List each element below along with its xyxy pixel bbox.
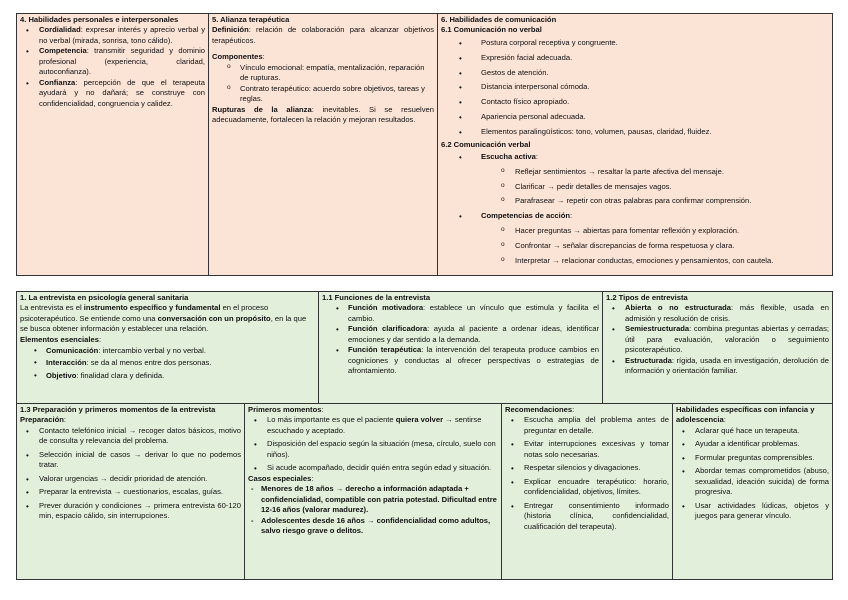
list-item: • Respetar silencios y divagaciones. <box>505 463 669 473</box>
bullet-list <box>441 36 829 140</box>
list-item: • Expresión facial adecuada. <box>441 51 829 66</box>
section-title: 1.1 Funciones de la entrevista <box>322 293 431 302</box>
bullet-list <box>20 345 315 381</box>
dash-list <box>248 484 498 536</box>
section-title: 1.3 Preparación y primeros momentos de la entrevista <box>20 405 216 414</box>
list-item: • Objetivo: finalidad clara y definida. <box>20 370 315 382</box>
list-item: o Confrontar → señalar discrepancias de forma respetuosa y clara. <box>441 239 829 254</box>
list-item: • Semiestructurada: combina preguntas abiertas y cerradas; útil para evaluación, valoración o seguimiento psicoterapéutico. <box>606 324 829 355</box>
section-title: 4. Habilidades personales e interpersonales <box>20 15 179 24</box>
cell-habilidades-personales <box>17 14 209 276</box>
list-item: • Función clarificadora: ayuda al paciente a ordenar ideas, identificar emociones y dar sentido a la demanda. <box>322 324 599 345</box>
section-title: 5. Alianza terapéutica <box>212 15 290 24</box>
top-table <box>16 13 833 276</box>
list-item: • Disposición del espacio según la situación (mesa, círculo, suelo con niños). <box>248 439 498 460</box>
list-item: o Hacer preguntas → abiertas para fomentar reflexión y exploración. <box>441 224 829 239</box>
list-item: • Abierta o no estructurada: más flexible, usada en admisión y resolución de crisis. <box>606 303 829 324</box>
list-item: • Gestos de atención. <box>441 66 829 81</box>
subheading: Elementos esenciales: <box>20 334 102 344</box>
list-item: • Si acude acompañado, decidir quién entra según edad y situación. <box>248 463 498 473</box>
bottom-table-row1 <box>16 291 833 404</box>
list-item: - Menores de 18 años → derecho a información adaptada + confidencialidad, compatible con patria potestad. Dificultad entre 12-16 años (valorar madurez). <box>248 484 498 515</box>
list-item: o Vínculo emocional: empatía, mentalización, reparación de rupturas. <box>212 63 434 84</box>
circle-list <box>441 224 829 268</box>
list-item: • Distancia interpersonal cómoda. <box>441 80 829 95</box>
intro-paragraph: La entrevista es el instrumento específico y fundamental en el proceso psicoterapéutico. Se entiende como una conversación con un propósito, en la que se busca obtener información y establecer una relación. <box>20 303 307 334</box>
list-item: • Escucha activa: o Reflejar sentimientos → resaltar la parte afectiva del mensaje. o Clarificar → pedir detalles de mensajes vagos. o Parafrasear → repetir con otras palabras para confirmar comprensión. <box>441 150 829 209</box>
subheading: Preparación: <box>20 415 67 425</box>
list-item: • Preparar la entrevista → cuestionarios, escalas, guías. <box>20 487 241 497</box>
section-title: Primeros momentos <box>248 405 322 414</box>
subheading: Casos especiales: <box>248 473 314 483</box>
section-title: 1. La entrevista en psicología general sanitaria <box>20 293 189 302</box>
list-item: • Usar actividades lúdicas, objetos y juegos para generar vínculo. <box>676 501 829 522</box>
bullet-list <box>20 25 205 109</box>
list-item: • Competencias de acción: o Hacer preguntas → abiertas para fomentar reflexión y exploración. o Confrontar → señalar discrepancias de forma respetuosa y clara. o Interpretar → relacionar conductas, emociones y pensamientos, con cautela. <box>441 209 829 268</box>
list-item: • Función terapéutica: la intervención del terapeuta produce cambios en cogniciones y conductas al ofrecer perspectivas o estrategias de afrontamiento. <box>322 345 599 376</box>
list-item: • Escucha amplia del problema antes de preguntar en detalle. <box>505 415 669 436</box>
list-item: • Lo más importante es que el paciente quiera volver → sentirse escuchado y aceptado. <box>248 415 498 436</box>
list-item: • Contacto físico apropiado. <box>441 95 829 110</box>
list-item: • Formular preguntas comprensibles. <box>676 453 829 463</box>
list-item: • Abordar temas comprometidos (abuso, sexualidad, ideación suicida) de forma progresiva. <box>676 466 829 497</box>
circle-list <box>212 63 434 105</box>
list-item: - Adolescentes desde 16 años → confidencialidad como adultos, salvo riesgo grave o delitos. <box>248 516 498 537</box>
bullet-list <box>20 426 241 522</box>
list-item: • Competencia: transmitir seguridad y dominio profesional (experiencia, claridad, autoconfianza). <box>20 46 205 77</box>
cell-recomendaciones: Recomendaciones: • Escucha amplia del problema antes de preguntar en detalle. • Evitar interrupciones excesivas y tomar notas solo necesarias. • Respetar silencios y divagaciones. • Explicar encuadre terapéutico: horario, confidencialidad, objetivos, límites. • Entregar consentimiento informado (historia clínica, confidencialidad, cualificación del terapeuta). <box>502 404 673 580</box>
list-item: • Elementos paralingüísticos: tono, volumen, pausas, claridad, fluidez. <box>441 125 829 140</box>
list-item: • Comunicación: intercambio verbal y no verbal. <box>20 345 315 357</box>
subheading: Componentes: <box>212 52 265 62</box>
list-item: • Interacción: se da al menos entre dos personas. <box>20 357 315 369</box>
bullet-list <box>322 303 599 376</box>
list-item: • Estructurada: rígida, usada en investigación, derolución de información y orientación familiar. <box>606 356 829 377</box>
subsection-title: 6.1 Comunicación no verbal <box>441 25 542 35</box>
ruptures-paragraph: Rupturas de la alianza: inevitables. Si se resuelven adecuadamente, fortalecen la relación y mejoran resultados. <box>212 104 434 125</box>
bullet-list <box>248 415 498 473</box>
list-item: o Contrato terapéutico: acuerdo sobre objetivos, tareas y reglas. <box>212 84 434 105</box>
list-item: • Ayudar a identificar problemas. <box>676 439 829 449</box>
list-item: o Interpretar → relacionar conductas, emociones y pensamientos, con cautela. <box>441 254 829 269</box>
bullet-list <box>441 150 829 268</box>
list-item: • Apariencia personal adecuada. <box>441 110 829 125</box>
bullet-list <box>606 303 829 376</box>
cell-habilidades-comunicacion <box>438 14 833 276</box>
definition: Definición: relación de colaboración para alcanzar objetivos terapéuticos. <box>212 25 434 45</box>
cell-infancia-adolescencia: Habilidades específicas con infancia y adolescencia: • Aclarar qué hace un terapeuta. • Ayudar a identificar problemas. • Formular preguntas comprensibles. • Abordar temas comprometidos (abuso, sexualidad, ideación suicida) de forma progresiva. • Usar actividades lúdicas, objetos y juegos para generar vínculo. <box>673 404 833 580</box>
cell-entrevista-psicologia <box>17 292 319 404</box>
section-title: 1.2 Tipos de entrevista <box>606 293 688 302</box>
list-item: • Función motivadora: establece un vínculo que estimula y facilita el cambio. <box>322 303 599 324</box>
cell-primeros-momentos: Primeros momentos: • Lo más importante es que el paciente quiera volver → sentirse escuchado y aceptado. • Disposición del espacio según la situación (mesa, círculo, suelo con niños). • Si acude acompañado, decidir quién entra según edad y situación. Casos especiales: - Menores de 18 años → derecho a información adaptada + confidencialidad, compatible con patria potestad. Dificultad entre 12-16 años (valorar madurez). - Adolescentes desde 16 años → confidencialidad como adultos, salvo riesgo grave o delitos. <box>245 404 502 580</box>
list-item: • Evitar interrupciones excesivas y tomar notas solo necesarias. <box>505 439 669 460</box>
cell-preparacion <box>17 404 245 580</box>
section-title: 6. Habilidades de comunicación <box>441 15 557 24</box>
circle-list <box>441 165 829 209</box>
list-item: • Valorar urgencias → decidir prioridad de atención. <box>20 474 241 484</box>
list-item: • Confianza: percepción de que el terapeuta ayudará y no dañará; se construye con confidencialidad, congruencia y calidez. <box>20 78 205 109</box>
cell-funciones-entrevista <box>319 292 603 404</box>
list-item: • Entregar consentimiento informado (historia clínica, confidencialidad, cualificación del terapeuta). <box>505 501 669 532</box>
list-item: • Prever duración y condiciones → primera entrevista 60-120 min, espacio cálido, sin interrupciones. <box>20 501 241 522</box>
list-item: • Selección inicial de casos → derivar lo que no podemos tratar. <box>20 450 241 471</box>
section-title: Habilidades específicas con infancia y adolescencia <box>676 405 815 425</box>
list-item: o Reflejar sentimientos → resaltar la parte afectiva del mensaje. <box>441 165 829 180</box>
bottom-table-row2 <box>16 403 833 580</box>
cell-alianza-terapeutica <box>209 14 438 276</box>
list-item: • Aclarar qué hace un terapeuta. <box>676 426 829 436</box>
list-item: • Cordialidad: expresar interés y aprecio verbal y no verbal (mirada, sonrisa, tono cálido). <box>20 25 205 46</box>
list-item: o Clarificar → pedir detalles de mensajes vagos. <box>441 180 829 195</box>
bullet-list <box>676 426 829 522</box>
list-item: • Postura corporal receptiva y congruente. <box>441 36 829 51</box>
bullet-list <box>505 415 669 532</box>
section-title: Recomendaciones <box>505 405 573 414</box>
list-item: • Explicar encuadre terapéutico: horario, confidencialidad, objetivos, límites. <box>505 477 669 498</box>
cell-tipos-entrevista <box>603 292 833 404</box>
list-item: • Contacto telefónico inicial → recoger datos básicos, motivo de consulta y relevancia del problema. <box>20 426 241 447</box>
list-item: o Parafrasear → repetir con otras palabras para confirmar comprensión. <box>441 194 829 209</box>
subsection-title: 6.2 Comunicación verbal <box>441 139 531 149</box>
